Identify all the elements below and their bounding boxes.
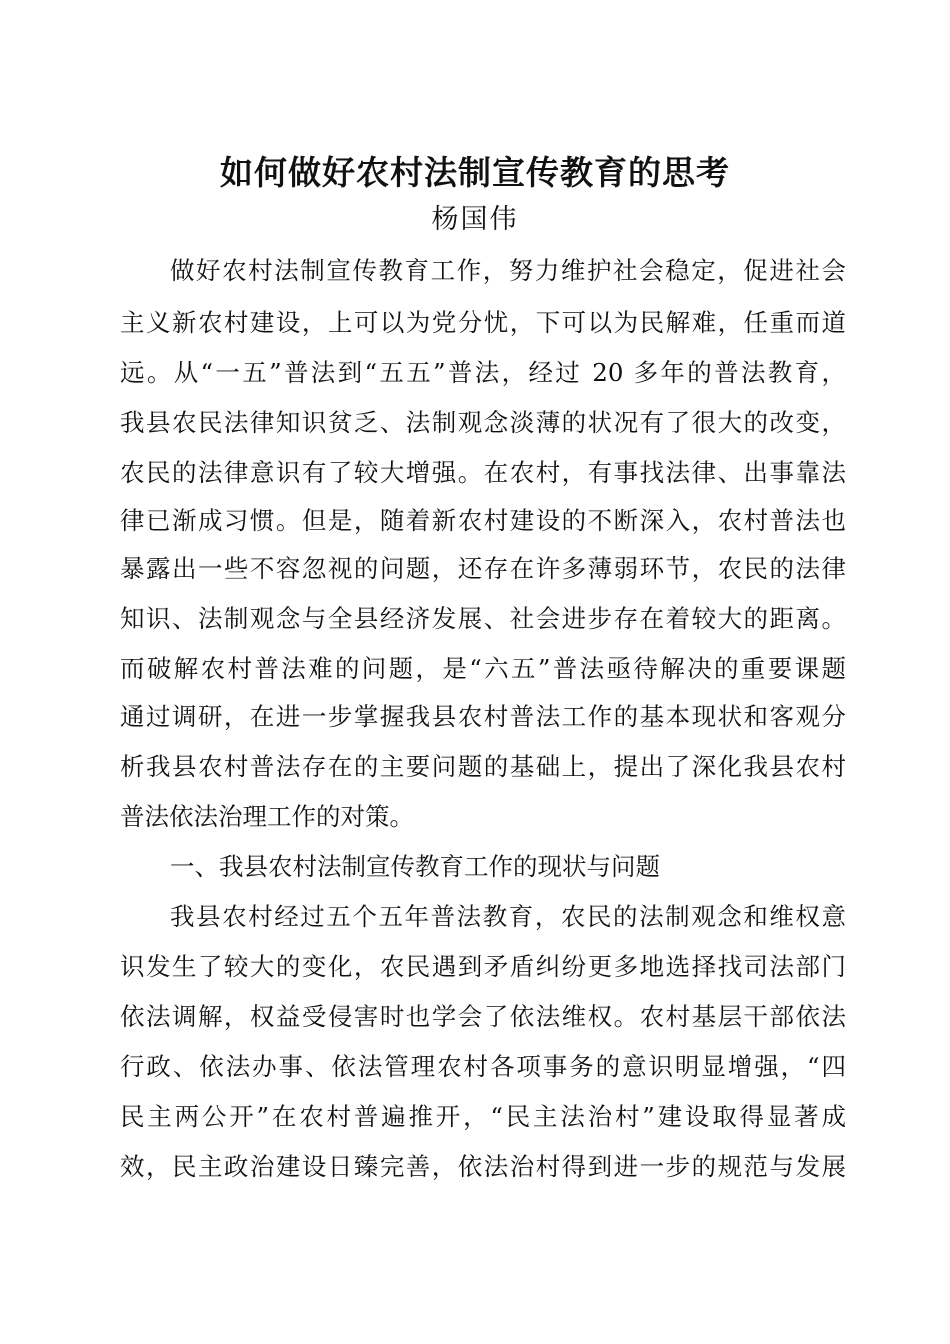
document-author: 杨国伟 xyxy=(431,204,519,235)
paragraph-line: 效，民主政治建设日臻完善，依法治村得到进一步的规范与发展 xyxy=(120,1152,846,1181)
paragraph-line: 律已渐成习惯。但是，随着新农村建设的不断深入，农村普法也 xyxy=(120,506,846,535)
paragraph-line: 做好农村法制宣传教育工作，努力维护社会稳定，促进社会 xyxy=(170,256,846,285)
paragraph-line: 我县农民法律知识贫乏、法制观念淡薄的状况有了很大的改变， xyxy=(120,408,846,437)
paragraph-line: 通过调研，在进一步掌握我县农村普法工作的基本现状和客观分 xyxy=(120,702,846,731)
paragraph-line: 识发生了较大的变化，农民遇到矛盾纠纷更多地选择找司法部门 xyxy=(120,952,846,981)
paragraph-line: 析我县农村普法存在的主要问题的基础上，提出了深化我县农村 xyxy=(120,752,846,781)
paragraph-line: 农民的法律意识有了较大增强。在农村，有事找法律、出事靠法 xyxy=(120,458,846,487)
document-title: 如何做好农村法制宣传教育的思考 xyxy=(220,153,730,192)
paragraph-line: 行政、依法办事、依法管理农村各项事务的意识明显增强，“四 xyxy=(120,1052,846,1081)
paragraph-line: 我县农村经过五个五年普法教育，农民的法制观念和维权意 xyxy=(170,902,846,931)
paragraph-line: 主义新农村建设，上可以为党分忧，下可以为民解难，任重而道 xyxy=(120,308,846,337)
paragraph-line: 而破解农村普法难的问题，是“六五”普法亟待解决的重要课题 xyxy=(120,654,846,683)
paragraph-line: 普法依法治理工作的对策。 xyxy=(120,802,414,831)
paragraph-line: 知识、法制观念与全县经济发展、社会进步存在着较大的距离。 xyxy=(120,604,846,633)
paragraph-line: 远。从“一五”普法到“五五”普法，经过 20 多年的普法教育， xyxy=(120,358,846,387)
paragraph-line: 民主两公开”在农村普遍推开，“民主法治村”建设取得显著成 xyxy=(120,1102,846,1131)
section-heading: 一、我县农村法制宣传教育工作的现状与问题 xyxy=(170,852,660,881)
paragraph-line: 依法调解，权益受侵害时也学会了依法维权。农村基层干部依法 xyxy=(120,1002,846,1031)
paragraph-line: 暴露出一些不容忽视的问题，还存在许多薄弱环节，农民的法律 xyxy=(120,554,846,583)
